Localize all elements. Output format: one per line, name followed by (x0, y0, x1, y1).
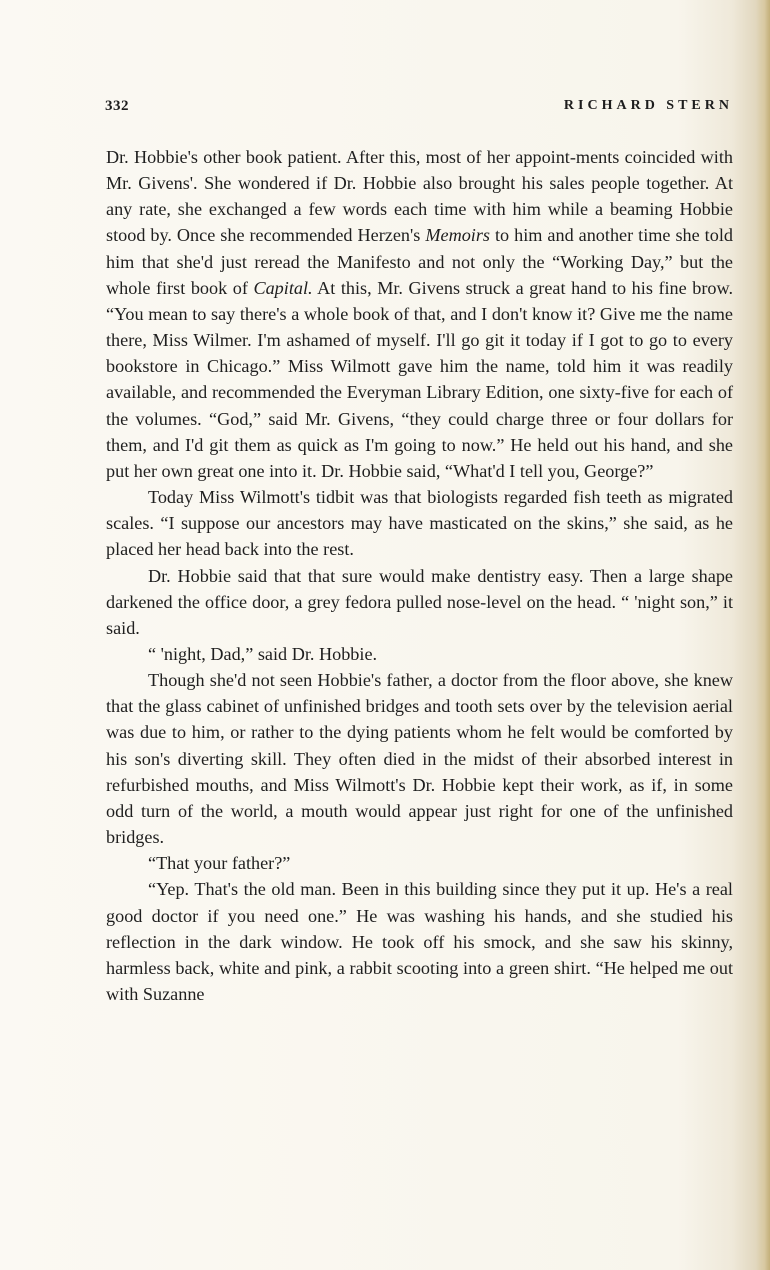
page-number: 332 (105, 98, 129, 114)
paragraph (106, 144, 733, 484)
paragraph (106, 563, 733, 641)
text-run: At this, Mr. Givens struck a great hand to his fine brow. “You mean to say there's a whole book of that, and I don't know it? Give me the name there, Miss Wilmer. I'm ashamed of myself. I'll go git it today if I got to go to every bookstore in Chicago.” Miss Wilmott gave him the name, told him it was readily available, and recommended the Everyman Library Edition, one sixty-five for each of the volumes. “God,” said Mr. Givens, “they could charge three or four dollars for them, and I'd git them as quick as I'm going to now.” He held out his hand, and she put her own great one into it. Dr. Hobbie said, “What'd I tell you, George?” (106, 277, 733, 481)
paragraph (106, 667, 733, 850)
running-head-author: RICHARD STERN (563, 98, 733, 113)
paragraph (106, 850, 733, 876)
text-run: Dr. Hobbie said that that sure would make dentistry easy. Then a large shape darkened the office door, a grey fedora pulled nose-level on the head. “ 'night son,” it said. (106, 565, 733, 638)
book-title-italic: Memoirs (425, 225, 491, 246)
body-text (106, 144, 733, 1007)
paragraph (106, 641, 733, 667)
text-run: to him and another time she told him that she'd just reread the Manifesto and not only the “Working Day,” but the whole first book of (106, 225, 733, 298)
text-run: Dr. Hobbie's other book patient. After this, most of her appoint-ments coincided with Mr. Givens'. She wondered if Dr. Hobbie also brought his sales people together. At any rate, she exchanged a few words each time with him while a beaming Hobbie stood by. Once she recommended Herzen's (106, 147, 733, 246)
text-run: “That your father?” (148, 853, 291, 874)
page-header (105, 98, 733, 118)
text-run: “Yep. That's the old man. Been in this building since they put it up. He's a real good doctor if you need one.” He was washing his hands, and she studied his reflection in the dark window. He took off his smock, and she saw his skinny, harmless back, white and pink, a rabbit scooting into a green shirt. “He helped me out with Suzanne (106, 879, 733, 1004)
text-run: “ 'night, Dad,” said Dr. Hobbie. (148, 643, 378, 664)
paragraph (106, 484, 733, 562)
text-run: Today Miss Wilmott's tidbit was that biologists regarded fish teeth as migrated scales. “I suppose our ancestors may have masticated on the skins,” she said, as he placed her head back into the rest. (106, 487, 733, 560)
paragraph (106, 876, 733, 1007)
text-run: Though she'd not seen Hobbie's father, a doctor from the floor above, she knew that the glass cabinet of unfinished bridges and tooth sets over by the television aerial was due to him, or rather to the dying patients whom he felt would be comforted by his son's diverting skill. They often died in the midst of their absorbed interest in refurbished mouths, and Miss Wilmott's Dr. Hobbie kept their work, as if, in some odd turn of the world, a mouth would appear just right for one of the unfinished bridges. (106, 670, 733, 848)
book-title-italic: Capital. (253, 277, 313, 298)
page-edge-shadow (756, 0, 770, 1270)
